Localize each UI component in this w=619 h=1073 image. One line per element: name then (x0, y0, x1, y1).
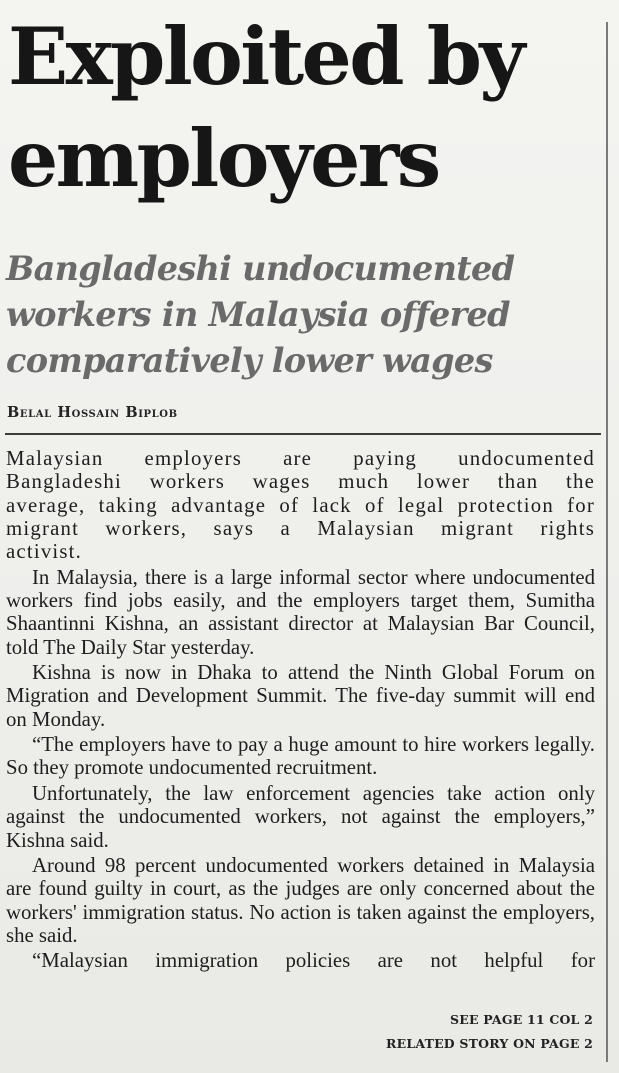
article-paragraph: Malaysian employers are paying undocumented Bangladeshi workers wages much lower than the average, taking advantage of lack of legal protection for migrant workers, says a Malaysian migrant rights activist. (6, 447, 595, 564)
byline: Belal Hossain Biplob (7, 404, 178, 421)
byline-divider (5, 433, 601, 435)
jump-reference: SEE PAGE 11 COL 2 (450, 1012, 593, 1027)
page-references (386, 1008, 593, 1056)
related-story-reference: RELATED STORY ON PAGE 2 (386, 1036, 593, 1051)
article-paragraph: Unfortunately, the law enforcement agencies take action only against the undocumented workers, not against the employers,” Kishna said. (6, 781, 595, 852)
headline: Exploited by employers (8, 10, 523, 205)
article-paragraph: Around 98 percent undocumented workers detained in Malaysia are found guilty in court, as the judges are only concerned about the workers' immigration status. No action is taken against the employers, she said. (6, 853, 595, 947)
article-body (6, 447, 595, 975)
article-paragraph: “Malaysian immigration policies are not helpful for (32, 949, 595, 973)
article-paragraph: Kishna is now in Dhaka to attend the Ninth Global Forum on Migration and Development Summit. The five-day summit will end on Monday. (6, 661, 595, 731)
column-rule (606, 22, 608, 1062)
article-paragraph: “The employers have to pay a huge amount to hire workers legally. So they promote undocumented recruitment. (6, 733, 595, 780)
article-paragraph: In Malaysia, there is a large informal sector where undocumented workers find jobs easily, and the employers target them, Sumitha Shaantinni Kishna, an assistant director at Malaysian Bar Council, told The Daily Star yesterday. (6, 565, 595, 659)
subheadline: Bangladeshi undocumented workers in Malaysia offered comparatively lower wages (6, 249, 515, 380)
